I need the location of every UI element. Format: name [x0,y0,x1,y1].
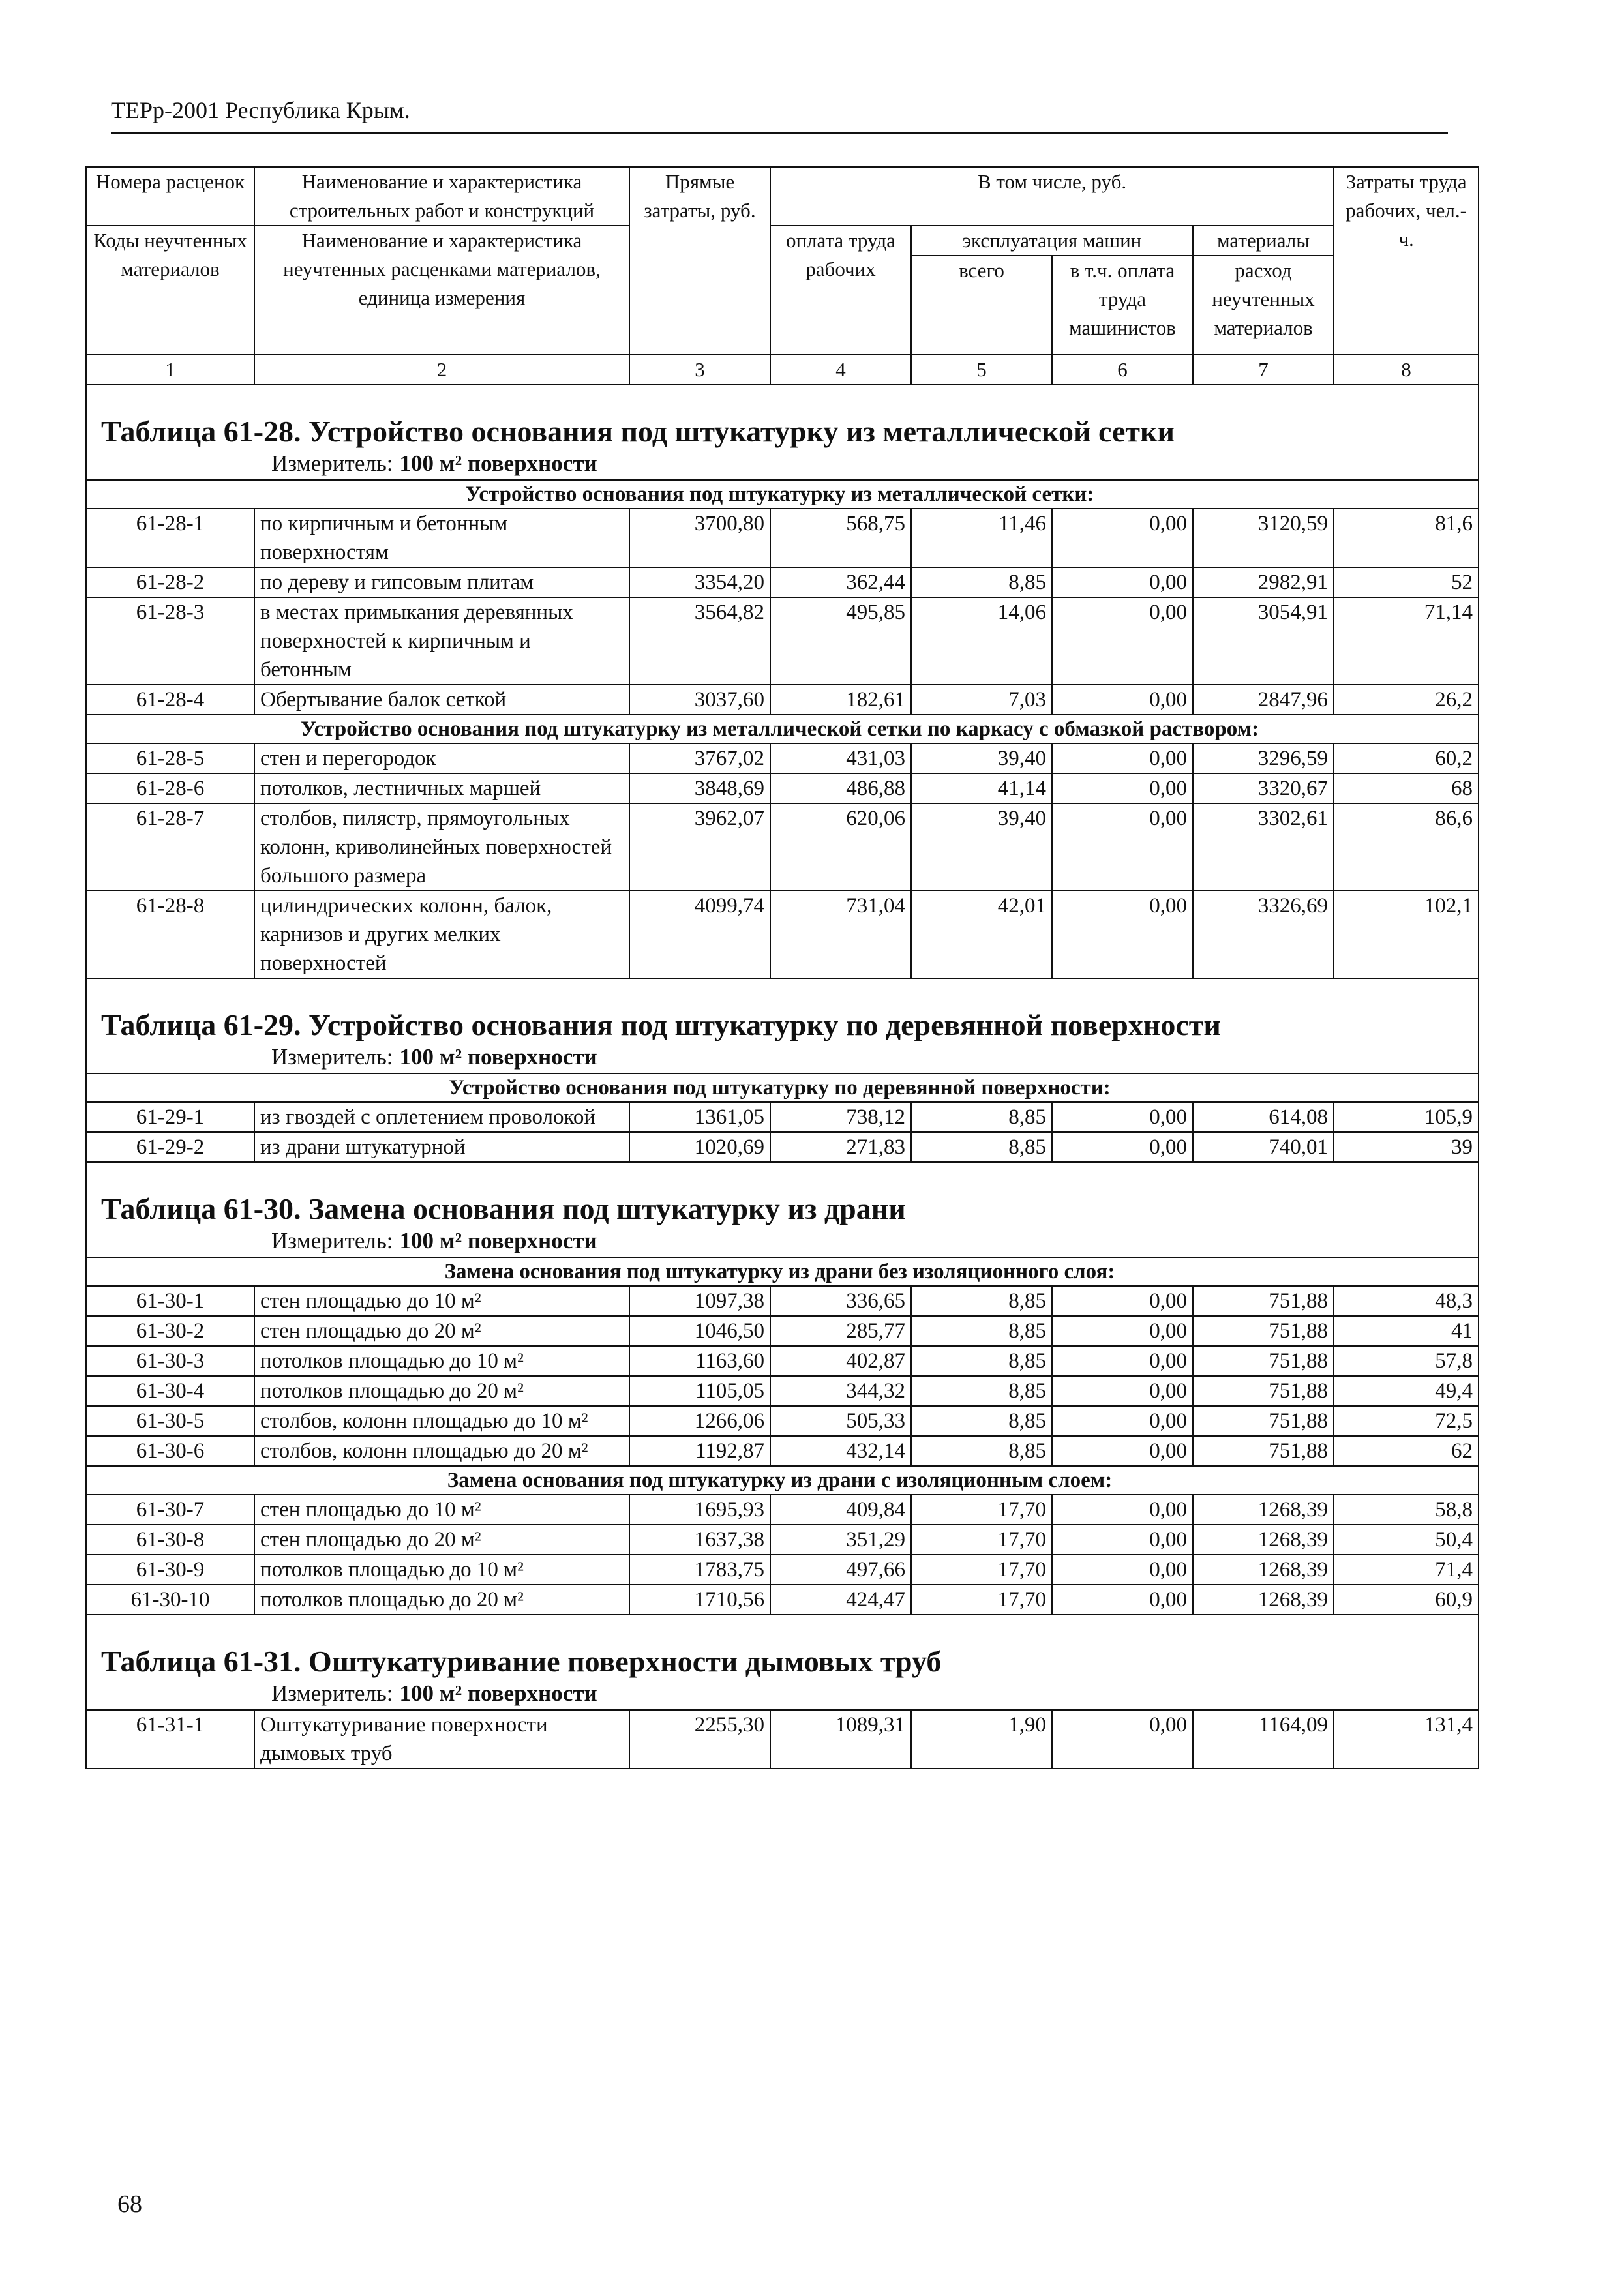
table-row [86,803,1479,891]
rate-code: 61-30-3 [86,1346,254,1376]
material-costs: 1268,39 [1193,1525,1334,1555]
labor-hours: 48,3 [1334,1286,1479,1316]
labor-hours: 57,8 [1334,1346,1479,1376]
rate-code: 61-28-5 [86,743,254,773]
machinist-wages: 0,00 [1052,597,1193,685]
rate-code: 61-28-3 [86,597,254,685]
labor-wages: 495,85 [770,597,911,685]
direct-costs: 1361,05 [629,1102,770,1132]
labor-wages: 731,04 [770,891,911,978]
labor-wages: 182,61 [770,685,911,715]
work-name: потолков площадью до 10 м² [254,1555,629,1585]
labor-hours: 41 [1334,1316,1479,1346]
machinist-wages: 0,00 [1052,509,1193,567]
measure-value: 100 м² поверхности [399,1681,597,1706]
work-name: в местах примыкания деревянных поверхностей к кирпичным и бетонным [254,597,629,685]
machinist-wages: 0,00 [1052,1710,1193,1769]
direct-costs: 2255,30 [629,1710,770,1769]
work-name: столбов, колонн площадью до 20 м² [254,1436,629,1466]
machine-costs: 17,70 [911,1555,1052,1585]
rate-code: 61-30-1 [86,1286,254,1316]
section-heading-row [86,715,1479,743]
material-costs: 2847,96 [1193,685,1334,715]
measure-value: 100 м² поверхности [399,1044,597,1070]
material-costs: 751,88 [1193,1286,1334,1316]
labor-hours: 60,2 [1334,743,1479,773]
table-row [86,1585,1479,1615]
table-row [86,1286,1479,1316]
column-number: 7 [1193,355,1334,385]
machinist-wages: 0,00 [1052,1346,1193,1376]
table-title: Таблица 61-28. Устройство основания под штукатурку из металлической сетки [86,385,1479,449]
machine-costs: 11,46 [911,509,1052,567]
table-title: Таблица 61-29. Устройство основания под штукатурку по деревянной поверхности [86,978,1479,1043]
rate-code: 61-31-1 [86,1710,254,1769]
rate-code: 61-30-6 [86,1436,254,1466]
section-heading-row [86,1466,1479,1495]
col2-bottom-header: Наименование и характеристика неучтенных расценками материалов, единица измерения [254,226,629,355]
column-number: 1 [86,355,254,385]
rate-code: 61-30-8 [86,1525,254,1555]
machine-costs: 39,40 [911,803,1052,891]
machine-costs: 17,70 [911,1495,1052,1525]
direct-costs: 1710,56 [629,1585,770,1615]
labor-hours: 60,9 [1334,1585,1479,1615]
machine-costs: 8,85 [911,1346,1052,1376]
material-costs: 1268,39 [1193,1585,1334,1615]
column-number: 5 [911,355,1052,385]
material-costs: 3054,91 [1193,597,1334,685]
direct-costs: 1163,60 [629,1346,770,1376]
machine-costs: 1,90 [911,1710,1052,1769]
table-row [86,1102,1479,1132]
labor-wages: 497,66 [770,1555,911,1585]
machinist-wages: 0,00 [1052,567,1193,597]
material-costs: 3296,59 [1193,743,1334,773]
col1-top-header: Номера расценок [86,167,254,226]
labor-hours: 131,4 [1334,1710,1479,1769]
table-row [86,597,1479,685]
table-title-row [86,978,1479,1043]
machinist-wages: 0,00 [1052,1585,1193,1615]
measure-row [86,449,1479,480]
work-name: из гвоздей с оплетением проволокой [254,1102,629,1132]
machinist-wages: 0,00 [1052,1102,1193,1132]
section-heading: Устройство основания под штукатурку из металлической сетки по каркасу с обмазкой раствором: [86,715,1479,743]
rate-code: 61-30-9 [86,1555,254,1585]
machinist-wages: 0,00 [1052,1525,1193,1555]
labor-wages: 336,65 [770,1286,911,1316]
machinist-wages: 0,00 [1052,1132,1193,1162]
labor-wages: 738,12 [770,1102,911,1132]
table-title-row [86,1615,1479,1679]
labor-wages: 431,03 [770,743,911,773]
work-name: стен площадью до 10 м² [254,1286,629,1316]
machinist-wages: 0,00 [1052,1406,1193,1436]
measure-unit [86,1043,1479,1073]
measure-row [86,1679,1479,1710]
direct-costs: 1783,75 [629,1555,770,1585]
machine-costs: 8,85 [911,567,1052,597]
measure-prefix: Измеритель: [271,1681,393,1706]
material-costs: 3326,69 [1193,891,1334,978]
section-heading-row [86,1073,1479,1102]
table-row [86,1376,1479,1406]
labor-hours: 26,2 [1334,685,1479,715]
machine-costs: 17,70 [911,1585,1052,1615]
labor-hours: 50,4 [1334,1525,1479,1555]
measure-unit [86,449,1479,480]
measure-value: 100 м² поверхности [399,1228,597,1253]
document-header: ТЕРр-2001 Республика Крым. [111,97,410,123]
material-costs: 751,88 [1193,1376,1334,1406]
labor-wages: 344,32 [770,1376,911,1406]
column-number: 2 [254,355,629,385]
col6-header: в т.ч. оплата труда машинистов [1052,256,1193,355]
col1-bottom-header: Коды неучтенных материалов [86,226,254,355]
machines-header: эксплуатация машин [911,226,1193,256]
column-number: 3 [629,355,770,385]
direct-costs: 1097,38 [629,1286,770,1316]
rates-table [85,166,1479,1769]
direct-costs: 1020,69 [629,1132,770,1162]
material-costs: 751,88 [1193,1406,1334,1436]
table-row [86,1132,1479,1162]
col4-header: оплата труда рабочих [770,226,911,355]
column-header-row [86,226,1479,256]
machine-costs: 14,06 [911,597,1052,685]
rate-code: 61-30-7 [86,1495,254,1525]
measure-prefix: Измеритель: [271,451,393,476]
labor-hours: 72,5 [1334,1406,1479,1436]
direct-costs: 3767,02 [629,743,770,773]
labor-wages: 271,83 [770,1132,911,1162]
machinist-wages: 0,00 [1052,1495,1193,1525]
section-heading: Замена основания под штукатурку из драни с изоляционным слоем: [86,1466,1479,1495]
machinist-wages: 0,00 [1052,1376,1193,1406]
table-row [86,773,1479,803]
col2-top-header: Наименование и характеристика строительных работ и конструкций [254,167,629,226]
labor-wages: 351,29 [770,1525,911,1555]
labor-hours: 105,9 [1334,1102,1479,1132]
table-row [86,1316,1479,1346]
machinist-wages: 0,00 [1052,685,1193,715]
table-title-row [86,385,1479,449]
machine-costs: 8,85 [911,1102,1052,1132]
measure-unit [86,1227,1479,1257]
column-number: 6 [1052,355,1193,385]
measure-prefix: Измеритель: [271,1044,393,1070]
direct-costs: 3848,69 [629,773,770,803]
machine-costs: 8,85 [911,1316,1052,1346]
machinist-wages: 0,00 [1052,1436,1193,1466]
table-row [86,685,1479,715]
machine-costs: 42,01 [911,891,1052,978]
table-row [86,509,1479,567]
material-costs: 751,88 [1193,1316,1334,1346]
direct-costs: 3700,80 [629,509,770,567]
table-row [86,1406,1479,1436]
rate-code: 61-28-7 [86,803,254,891]
col7-header: расход неучтенных материалов [1193,256,1334,355]
machine-costs: 8,85 [911,1286,1052,1316]
section-heading: Замена основания под штукатурку из драни без изоляционного слоя: [86,1257,1479,1286]
work-name: стен площадью до 10 м² [254,1495,629,1525]
work-name: потолков площадью до 20 м² [254,1376,629,1406]
materials-header: материалы [1193,226,1334,256]
rate-code: 61-29-1 [86,1102,254,1132]
section-heading: Устройство основания под штукатурку из металлической сетки: [86,480,1479,509]
table-row [86,567,1479,597]
machine-costs: 8,85 [911,1132,1052,1162]
direct-costs: 1046,50 [629,1316,770,1346]
direct-costs: 3354,20 [629,567,770,597]
rate-code: 61-28-2 [86,567,254,597]
labor-hours: 62 [1334,1436,1479,1466]
labor-hours: 39 [1334,1132,1479,1162]
material-costs: 751,88 [1193,1346,1334,1376]
labor-wages: 486,88 [770,773,911,803]
labor-wages: 424,47 [770,1585,911,1615]
rate-code: 61-28-4 [86,685,254,715]
table-row [86,1346,1479,1376]
labor-wages: 362,44 [770,567,911,597]
work-name: Оштукатуривание поверхности дымовых труб [254,1710,629,1769]
direct-costs: 1637,38 [629,1525,770,1555]
machinist-wages: 0,00 [1052,1316,1193,1346]
direct-costs: 4099,74 [629,891,770,978]
machinist-wages: 0,00 [1052,773,1193,803]
table-row [86,1436,1479,1466]
header-rule [111,132,1448,134]
material-costs: 2982,91 [1193,567,1334,597]
direct-costs: 1105,05 [629,1376,770,1406]
rate-code: 61-30-4 [86,1376,254,1406]
measure-prefix: Измеритель: [271,1228,393,1253]
table-row [86,1525,1479,1555]
table-row [86,891,1479,978]
table-row [86,1710,1479,1769]
section-heading-row [86,480,1479,509]
measure-value: 100 м² поверхности [399,451,597,476]
work-name: цилиндрических колонн, балок, карнизов и других мелких поверхностей [254,891,629,978]
machine-costs: 8,85 [911,1376,1052,1406]
material-costs: 1164,09 [1193,1710,1334,1769]
machinist-wages: 0,00 [1052,1286,1193,1316]
table-title: Таблица 61-30. Замена основания под штукатурку из драни [86,1162,1479,1227]
rate-code: 61-28-6 [86,773,254,803]
direct-costs: 1266,06 [629,1406,770,1436]
column-number: 4 [770,355,911,385]
labor-wages: 402,87 [770,1346,911,1376]
labor-hours: 81,6 [1334,509,1479,567]
column-number-row [86,355,1479,385]
rate-code: 61-30-10 [86,1585,254,1615]
material-costs: 614,08 [1193,1102,1334,1132]
work-name: из драни штукатурной [254,1132,629,1162]
work-name: столбов, колонн площадью до 10 м² [254,1406,629,1436]
labor-wages: 568,75 [770,509,911,567]
section-heading: Устройство основания под штукатурку по деревянной поверхности: [86,1073,1479,1102]
work-name: столбов, пилястр, прямоугольных колонн, криволинейных поверхностей большого размера [254,803,629,891]
rate-code: 61-28-1 [86,509,254,567]
column-number: 8 [1334,355,1479,385]
measure-unit [86,1679,1479,1710]
table-row [86,743,1479,773]
direct-costs: 3564,82 [629,597,770,685]
rate-code: 61-30-2 [86,1316,254,1346]
labor-wages: 432,14 [770,1436,911,1466]
labor-hours: 52 [1334,567,1479,597]
measure-row [86,1043,1479,1073]
col5-header: всего [911,256,1052,355]
labor-hours: 71,14 [1334,597,1479,685]
direct-costs: 1695,93 [629,1495,770,1525]
labor-hours: 86,6 [1334,803,1479,891]
work-name: стен площадью до 20 м² [254,1525,629,1555]
material-costs: 3320,67 [1193,773,1334,803]
table-title: Таблица 61-31. Оштукатуривание поверхности дымовых труб [86,1615,1479,1679]
column-header-row [86,167,1479,226]
direct-costs: 3037,60 [629,685,770,715]
machine-costs: 8,85 [911,1406,1052,1436]
material-costs: 1268,39 [1193,1495,1334,1525]
labor-hours: 58,8 [1334,1495,1479,1525]
machine-costs: 39,40 [911,743,1052,773]
material-costs: 3302,61 [1193,803,1334,891]
direct-costs: 3962,07 [629,803,770,891]
material-costs: 3120,59 [1193,509,1334,567]
labor-hours: 49,4 [1334,1376,1479,1406]
material-costs: 751,88 [1193,1436,1334,1466]
labor-hours: 71,4 [1334,1555,1479,1585]
work-name: стен и перегородок [254,743,629,773]
rate-code: 61-29-2 [86,1132,254,1162]
col3-header: Прямые затраты, руб. [629,167,770,355]
work-name: Обертывание балок сеткой [254,685,629,715]
rate-code: 61-30-5 [86,1406,254,1436]
work-name: потолков площадью до 20 м² [254,1585,629,1615]
page-number: 68 [117,2191,142,2218]
group-header: В том числе, руб. [770,167,1334,226]
table-title-row [86,1162,1479,1227]
machine-costs: 8,85 [911,1436,1052,1466]
rate-code: 61-28-8 [86,891,254,978]
work-name: потолков площадью до 10 м² [254,1346,629,1376]
table-row [86,1495,1479,1525]
material-costs: 740,01 [1193,1132,1334,1162]
labor-wages: 285,77 [770,1316,911,1346]
direct-costs: 1192,87 [629,1436,770,1466]
labor-wages: 505,33 [770,1406,911,1436]
machine-costs: 17,70 [911,1525,1052,1555]
machinist-wages: 0,00 [1052,891,1193,978]
section-heading-row [86,1257,1479,1286]
labor-wages: 409,84 [770,1495,911,1525]
machinist-wages: 0,00 [1052,1555,1193,1585]
table-row [86,1555,1479,1585]
labor-hours: 102,1 [1334,891,1479,978]
labor-hours: 68 [1334,773,1479,803]
work-name: потолков, лестничных маршей [254,773,629,803]
measure-row [86,1227,1479,1257]
machine-costs: 7,03 [911,685,1052,715]
material-costs: 1268,39 [1193,1555,1334,1585]
work-name: по кирпичным и бетонным поверхностям [254,509,629,567]
work-name: стен площадью до 20 м² [254,1316,629,1346]
machinist-wages: 0,00 [1052,803,1193,891]
col8-header: Затраты труда рабочих, чел.-ч. [1334,167,1479,355]
machinist-wages: 0,00 [1052,743,1193,773]
machine-costs: 41,14 [911,773,1052,803]
labor-wages: 620,06 [770,803,911,891]
work-name: по дереву и гипсовым плитам [254,567,629,597]
labor-wages: 1089,31 [770,1710,911,1769]
